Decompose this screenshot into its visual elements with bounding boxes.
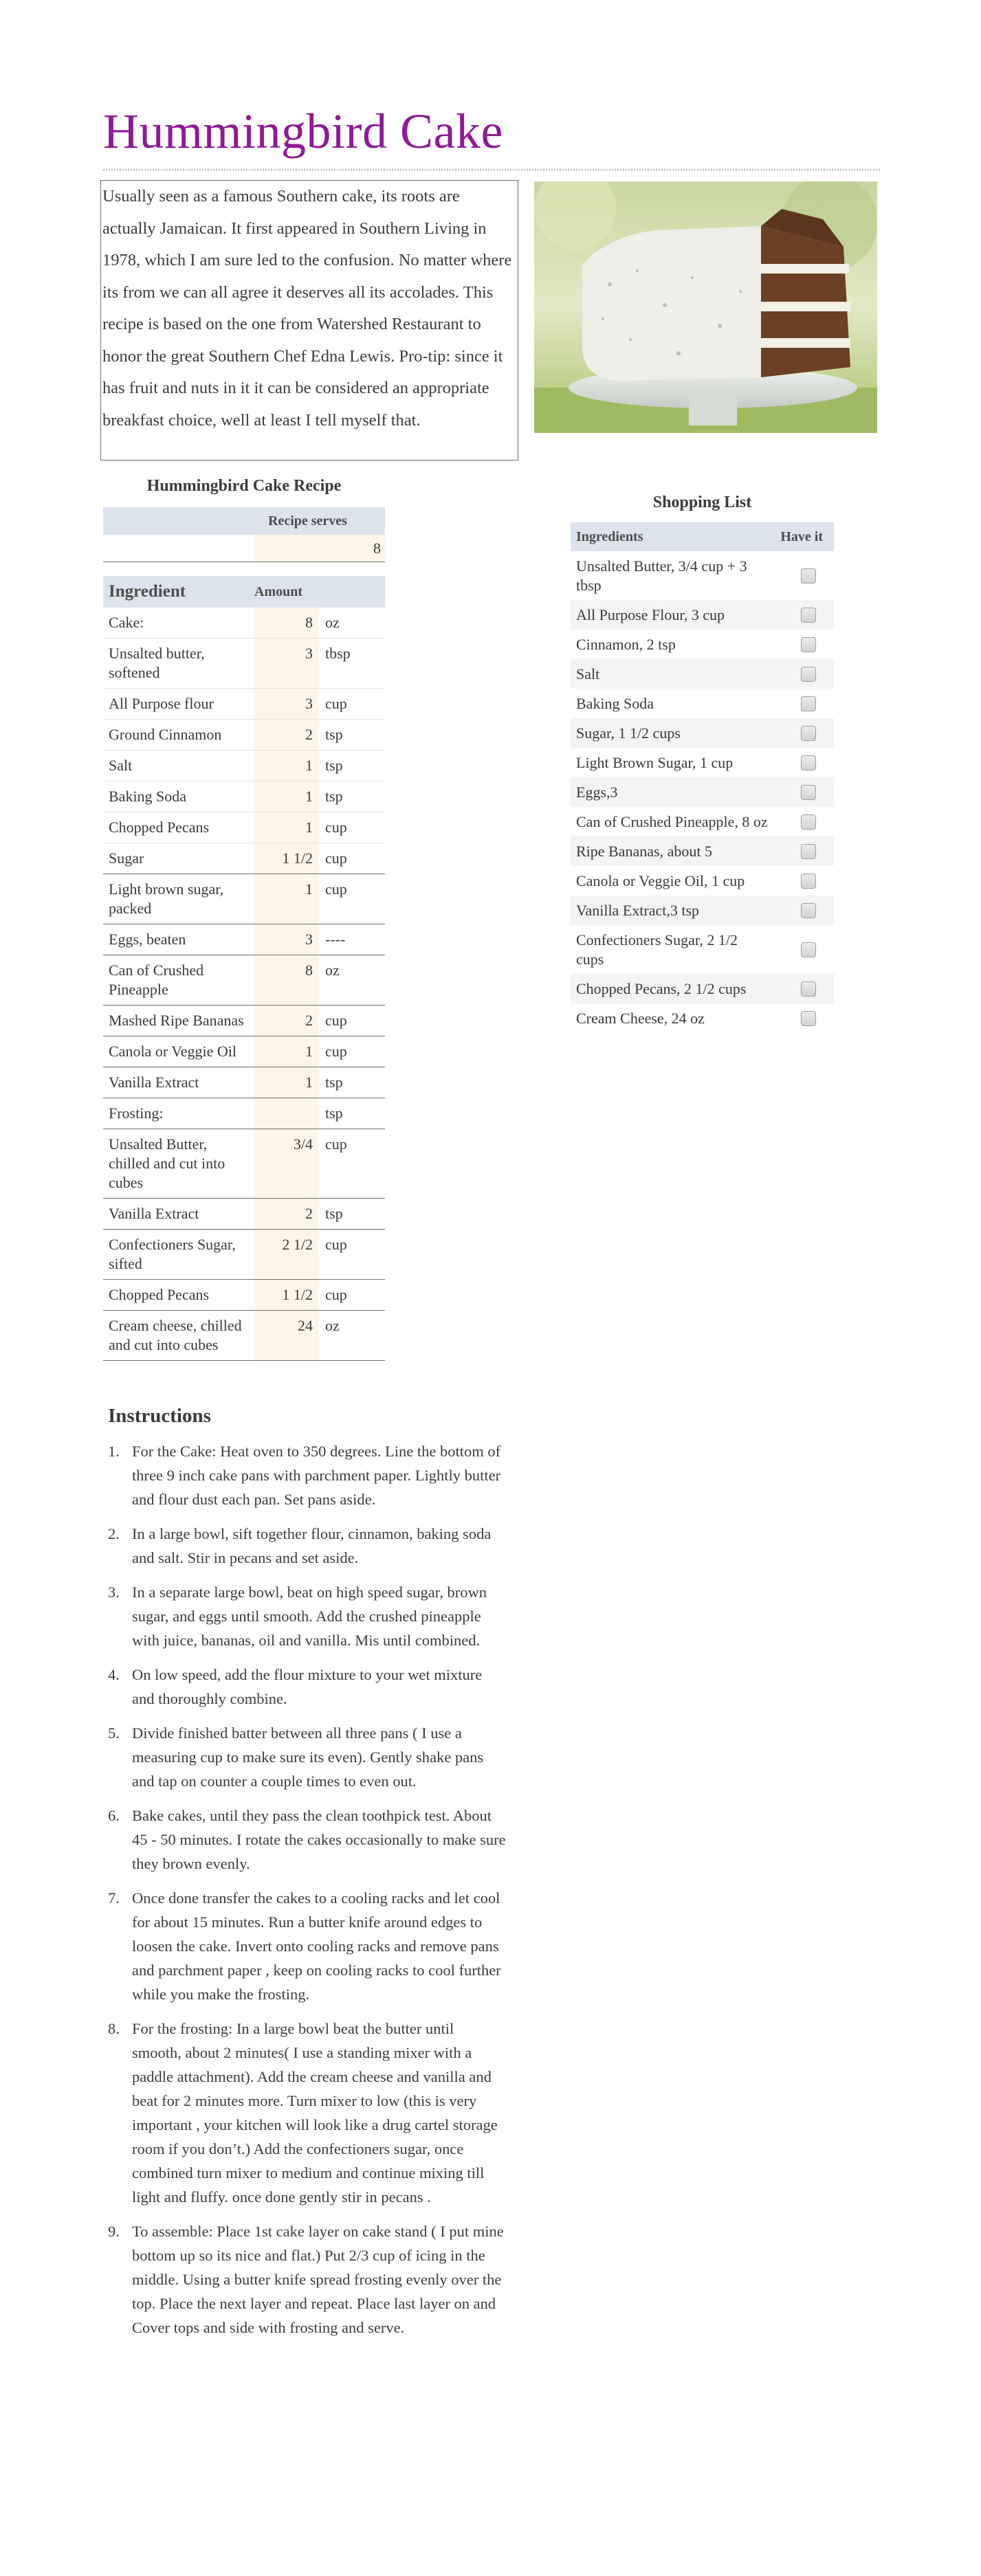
ingredient-amount[interactable]: 1 xyxy=(254,1067,318,1098)
shopping-item-label: Eggs,3 xyxy=(576,784,618,801)
ingredient-row xyxy=(103,874,385,924)
shopping-item-label: Chopped Pecans, 2 1/2 cups xyxy=(576,980,747,997)
shopping-item-label: Unsalted Butter, 3/4 cup + 3 tbsp xyxy=(576,557,747,594)
step-number: 6. xyxy=(108,1807,120,1824)
step-number: 7. xyxy=(108,1889,120,1907)
shopping-item xyxy=(571,777,834,807)
ingredient-header: Ingredient xyxy=(109,582,186,601)
ingredient-name: Ground Cinnamon xyxy=(109,726,222,743)
ingredient-unit: cup xyxy=(325,1135,347,1153)
ingredient-name: Sugar xyxy=(109,850,144,867)
ingredient-row xyxy=(103,843,385,874)
ingredient-unit: tsp xyxy=(325,757,343,774)
ingredient-unit: tsp xyxy=(325,1074,343,1091)
shopping-item-label: Baking Soda xyxy=(576,695,654,712)
shopping-item-label: Sugar, 1 1/2 cups xyxy=(576,724,681,742)
ingredient-name: Canola or Veggie Oil xyxy=(109,1043,236,1060)
ingredient-name: Vanilla Extract xyxy=(109,1074,199,1091)
shopping-item xyxy=(571,718,834,748)
ingredient-unit: tsp xyxy=(325,1205,343,1222)
ingredient-row xyxy=(103,1199,385,1230)
shopping-title: Shopping List xyxy=(652,493,752,511)
ingredient-amount[interactable]: 1 xyxy=(254,751,318,781)
ingredient-amount[interactable] xyxy=(254,1098,318,1129)
ingredient-unit: tsp xyxy=(325,726,343,743)
have-it-checkbox[interactable] xyxy=(801,942,816,957)
title-divider xyxy=(103,169,880,170)
ingredient-row xyxy=(103,924,385,955)
have-it-checkbox[interactable] xyxy=(801,637,816,652)
ingredient-name: Chopped Pecans xyxy=(109,819,210,836)
ingredient-amount[interactable]: 3 xyxy=(254,639,318,688)
ingredient-amount[interactable]: 2 xyxy=(254,1006,318,1036)
shopping-item-label: Cinnamon, 2 tsp xyxy=(576,636,676,653)
ingredient-name: Eggs, beaten xyxy=(109,931,186,948)
instructions xyxy=(108,1402,507,2350)
page-title: Hummingbird Cake xyxy=(103,104,503,159)
ingredient-amount[interactable]: 3 xyxy=(254,924,318,955)
ingredient-unit: cup xyxy=(325,695,347,712)
ingredient-row xyxy=(103,1036,385,1067)
serves-header xyxy=(103,507,385,535)
ingredient-name: Light brown sugar, packed xyxy=(109,880,224,917)
ingredient-name: Cream cheese, chilled and cut into cubes xyxy=(109,1317,242,1353)
ingredient-row xyxy=(103,1230,385,1280)
step-text: For the frosting: In a large bowl beat the butter until smooth, about 2 minutes( I use a standing mixer with a paddle attachment). Add the cream cheese and vanilla and beat for 2 minutes more. Turn mixer to low (this is very important , your kitchen will look like a drug cartel storage room if you don’t.) Add the confectioners sugar, once combined turn mixer to medium and continue mixing till light and fluffy. once done gently stir in pecans . xyxy=(132,2020,498,2206)
instructions-title: Instructions xyxy=(108,1405,211,1427)
ingredient-name: Chopped Pecans xyxy=(109,1286,210,1303)
shopping-items xyxy=(571,551,834,1033)
step-number: 3. xyxy=(108,1584,120,1601)
ingredient-row xyxy=(103,751,385,781)
ingredient-amount[interactable]: 1 xyxy=(254,874,318,924)
ingredient-unit: cup xyxy=(325,1286,347,1303)
serves-value: 8 xyxy=(373,539,381,557)
ingredient-name: Confectioners Sugar, sifted xyxy=(109,1236,236,1272)
ingredient-amount[interactable]: 1 xyxy=(254,1036,318,1067)
instruction-step xyxy=(108,1803,507,1876)
have-it-checkbox[interactable] xyxy=(801,814,816,830)
have-it-checkbox[interactable] xyxy=(801,844,816,859)
intro-text: Usually seen as a famous Southern cake, its roots are actually Jamaican. It first appeared in Southern Living in 1978, which I am sure led to the confusion. No matter where its from we can all agree it deserves all its accolades. This recipe is based on the one from Watershed Restaurant to honor the great Southern Chef Edna Lewis. Pro-tip: since it has fruit and nuts in it it can be considered an appropriate breakfast choice, well at least I tell myself that. xyxy=(100,180,518,460)
ingredient-unit: oz xyxy=(325,962,340,979)
ingredient-name: Frosting: xyxy=(109,1104,164,1122)
ingredient-row xyxy=(103,1280,385,1311)
step-text: In a separate large bowl, beat on high speed sugar, brown sugar, and eggs until smooth. Add the crushed pineapple with juice, bananas, oil and vanilla. Mis until combined. xyxy=(132,1584,487,1649)
ingredient-row xyxy=(103,689,385,720)
have-it-checkbox[interactable] xyxy=(801,608,816,623)
ingredient-row xyxy=(103,812,385,843)
ingredient-row xyxy=(103,639,385,689)
shopping-item-label: Cream Cheese, 24 oz xyxy=(576,1010,705,1027)
ingredient-amount[interactable]: 1 1/2 xyxy=(254,843,318,874)
step-number: 1. xyxy=(108,1443,120,1460)
ingredient-rows xyxy=(103,608,385,1361)
instruction-step xyxy=(108,1721,507,1793)
shopping-item-label: Vanilla Extract,3 tsp xyxy=(576,902,700,919)
cake-photo xyxy=(534,181,877,433)
ingredient-unit: ---- xyxy=(325,931,346,948)
instruction-step xyxy=(108,2017,507,2209)
ingredient-amount[interactable]: 8 xyxy=(254,955,318,1005)
shopping-item-label: Light Brown Sugar, 1 cup xyxy=(576,754,734,771)
ingredient-row xyxy=(103,720,385,751)
instruction-step xyxy=(108,2219,507,2340)
shopping-item xyxy=(571,1003,834,1033)
shopping-item-label: All Purpose Flour, 3 cup xyxy=(576,606,725,623)
have-it-checkbox[interactable] xyxy=(801,755,816,770)
ingredient-amount[interactable]: 1 xyxy=(254,812,318,843)
shopping-item-label: Can of Crushed Pineapple, 8 oz xyxy=(576,813,768,830)
ingredient-unit: cup xyxy=(325,1043,347,1060)
step-text: On low speed, add the flour mixture to your wet mixture and thoroughly combine. xyxy=(132,1666,483,1707)
instruction-step xyxy=(108,1886,507,2006)
ingredient-name: Vanilla Extract xyxy=(109,1205,199,1222)
ingredient-amount[interactable]: 2 xyxy=(254,1199,318,1229)
step-number: 2. xyxy=(108,1525,120,1542)
shopping-item xyxy=(571,896,834,925)
ingredient-amount[interactable]: 3/4 xyxy=(254,1129,318,1198)
ingredient-amount[interactable]: 24 xyxy=(254,1311,318,1360)
step-text: Bake cakes, until they pass the clean toothpick test. About 45 - 50 minutes. I rotate the cakes occasionally to make sure they brown evenly. xyxy=(132,1807,506,1872)
instruction-steps xyxy=(108,1439,507,2340)
serves-label: Recipe serves xyxy=(268,513,347,529)
shopping-item xyxy=(571,551,834,600)
serves-value-cell[interactable] xyxy=(103,535,385,562)
shopping-item-label: Canola or Veggie Oil, 1 cup xyxy=(576,872,745,889)
shopping-col-ingredients: Ingredients xyxy=(576,529,643,544)
have-it-checkbox[interactable] xyxy=(801,785,816,800)
ingredient-name: Cake: xyxy=(109,614,144,631)
ingredient-name: Salt xyxy=(109,757,133,774)
shopping-header-row xyxy=(571,522,834,551)
ingredient-row xyxy=(103,608,385,639)
amount-header: Amount xyxy=(254,584,303,599)
ingredient-amount[interactable]: 2 1/2 xyxy=(254,1230,318,1279)
ingredient-unit: oz xyxy=(325,614,340,631)
ingredient-amount[interactable]: 3 xyxy=(254,689,318,719)
instruction-step xyxy=(108,1663,507,1711)
ingredient-amount[interactable]: 1 xyxy=(254,781,318,812)
ingredient-name: Mashed Ripe Bananas xyxy=(109,1012,244,1029)
ingredient-unit: cup xyxy=(325,1236,347,1253)
shopping-item xyxy=(571,659,834,689)
ingredient-row xyxy=(103,1006,385,1036)
step-number: 4. xyxy=(108,1666,120,1683)
ingredient-name: Unsalted butter, softened xyxy=(109,645,205,681)
ingredient-amount[interactable]: 8 xyxy=(254,608,318,638)
ingredient-name: Baking Soda xyxy=(109,788,187,805)
ingredient-row xyxy=(103,955,385,1006)
step-text: In a large bowl, sift together flour, cinnamon, baking soda and salt. Stir in pecans and set aside. xyxy=(132,1525,492,1566)
ingredient-row xyxy=(103,1311,385,1361)
have-it-checkbox[interactable] xyxy=(801,696,816,711)
ingredient-row xyxy=(103,1067,385,1098)
instruction-step xyxy=(108,1522,507,1570)
have-it-checkbox[interactable] xyxy=(801,981,816,997)
shopping-item-label: Ripe Bananas, about 5 xyxy=(576,843,712,860)
shopping-item xyxy=(571,866,834,896)
ingredient-unit: tbsp xyxy=(325,645,351,662)
step-number: 5. xyxy=(108,1724,120,1742)
ingredient-row xyxy=(103,781,385,812)
shopping-col-have-it: Have it xyxy=(780,529,823,544)
step-number: 9. xyxy=(108,2223,120,2240)
shopping-item xyxy=(571,925,834,974)
ingredient-amount[interactable]: 2 xyxy=(254,720,318,750)
ingredient-unit: cup xyxy=(325,880,347,898)
instruction-step xyxy=(108,1580,507,1652)
have-it-checkbox[interactable] xyxy=(801,726,816,741)
shopping-item xyxy=(571,630,834,659)
shopping-item xyxy=(571,836,834,866)
step-number: 8. xyxy=(108,2020,120,2037)
recipe-title: Hummingbird Cake Recipe xyxy=(146,477,342,495)
step-text: For the Cake: Heat oven to 350 degrees. Line the bottom of three 9 inch cake pans with parchment paper. Lightly butter and flour dust each pan. Set pans aside. xyxy=(132,1443,501,1508)
shopping-item xyxy=(571,748,834,777)
have-it-checkbox[interactable] xyxy=(801,667,816,682)
have-it-checkbox[interactable] xyxy=(801,568,816,584)
ingredient-unit: cup xyxy=(325,819,347,836)
shopping-item xyxy=(571,689,834,718)
recipe-table xyxy=(103,474,385,1361)
ingredient-row xyxy=(103,1129,385,1199)
ingredient-name: Unsalted Butter, chilled and cut into cubes xyxy=(109,1135,225,1191)
have-it-checkbox[interactable] xyxy=(801,1011,816,1026)
step-text: Divide finished batter between all three pans ( I use a measuring cup to make sure its even). Gently shake pans and tap on counter a couple times to even out. xyxy=(132,1724,484,1790)
ingredient-name: All Purpose flour xyxy=(109,695,214,712)
have-it-checkbox[interactable] xyxy=(801,874,816,889)
ingredient-unit: tsp xyxy=(325,788,343,805)
step-text: To assemble: Place 1st cake layer on cake stand ( I put mine bottom up so its nice and flat.) Put 2/3 cup of icing in the middle. Using a butter knife spread frosting evenly over the top. Place the next layer and repeat. Place last layer on and Cover tops and side with frosting and serve. xyxy=(132,2223,504,2336)
ingredient-name: Can of Crushed Pineapple xyxy=(109,962,204,998)
ingredient-unit: tsp xyxy=(325,1104,343,1122)
ingredient-header-row xyxy=(103,576,385,608)
shopping-item xyxy=(571,600,834,630)
step-text: Once done transfer the cakes to a cooling racks and let cool for about 15 minutes. Run a butter knife around edges to loosen the cake. Invert onto cooling racks and remove pans and parchment paper , keep on cooling racks to cool further while you make the frosting. xyxy=(132,1889,501,2003)
ingredient-unit: oz xyxy=(325,1317,340,1334)
ingredient-unit: cup xyxy=(325,850,347,867)
have-it-checkbox[interactable] xyxy=(801,903,816,918)
shopping-list xyxy=(571,489,834,1033)
shopping-item-label: Confectioners Sugar, 2 1/2 cups xyxy=(576,931,738,968)
ingredient-unit: cup xyxy=(325,1012,347,1029)
shopping-item xyxy=(571,807,834,836)
instruction-step xyxy=(108,1439,507,1511)
ingredient-amount[interactable]: 1 1/2 xyxy=(254,1280,318,1310)
shopping-item-label: Salt xyxy=(576,665,600,682)
ingredient-row xyxy=(103,1098,385,1129)
shopping-item xyxy=(571,974,834,1003)
